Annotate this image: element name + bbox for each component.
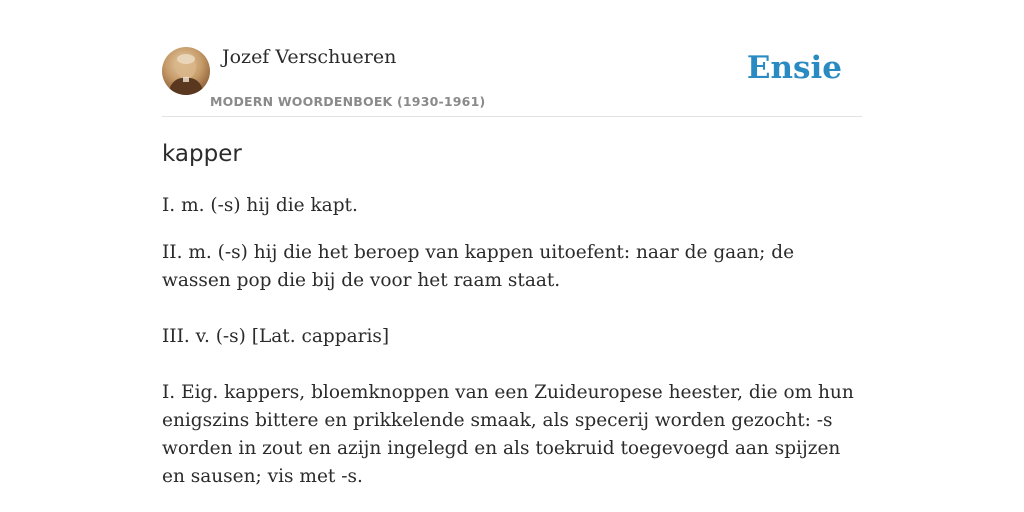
author-avatar[interactable] xyxy=(162,47,210,95)
definition-paragraph: I. m. (-s) hij die kapt. xyxy=(162,195,358,216)
ensie-logo[interactable]: Ensie xyxy=(746,50,842,86)
definition-paragraph: II. m. (-s) hij die het beroep van kappen uitoefent: naar de gaan; de wassen pop die bij de voor het raam staat. xyxy=(162,242,795,291)
author-name[interactable]: Jozef Verschueren xyxy=(222,46,397,68)
entry-content xyxy=(162,138,867,491)
author-portrait-icon xyxy=(162,47,210,95)
definition-paragraph: I. Eig. kappers, bloemknoppen van een Zuideuropese heester, die om hun enigszins bittere en prikkelende smaak, als specerij worden gezocht: -s worden in zout en azijn ingelegd en als toekruid toegevoegd aan spijzen en sausen; vis met -s. xyxy=(162,382,854,487)
definition-paragraph: III. v. (-s) [Lat. capparis] xyxy=(162,326,390,347)
headword: kapper xyxy=(162,141,242,167)
dictionary-source[interactable]: MODERN WOORDENBOEK (1930-1961) xyxy=(210,94,486,109)
entry-header xyxy=(162,44,862,117)
